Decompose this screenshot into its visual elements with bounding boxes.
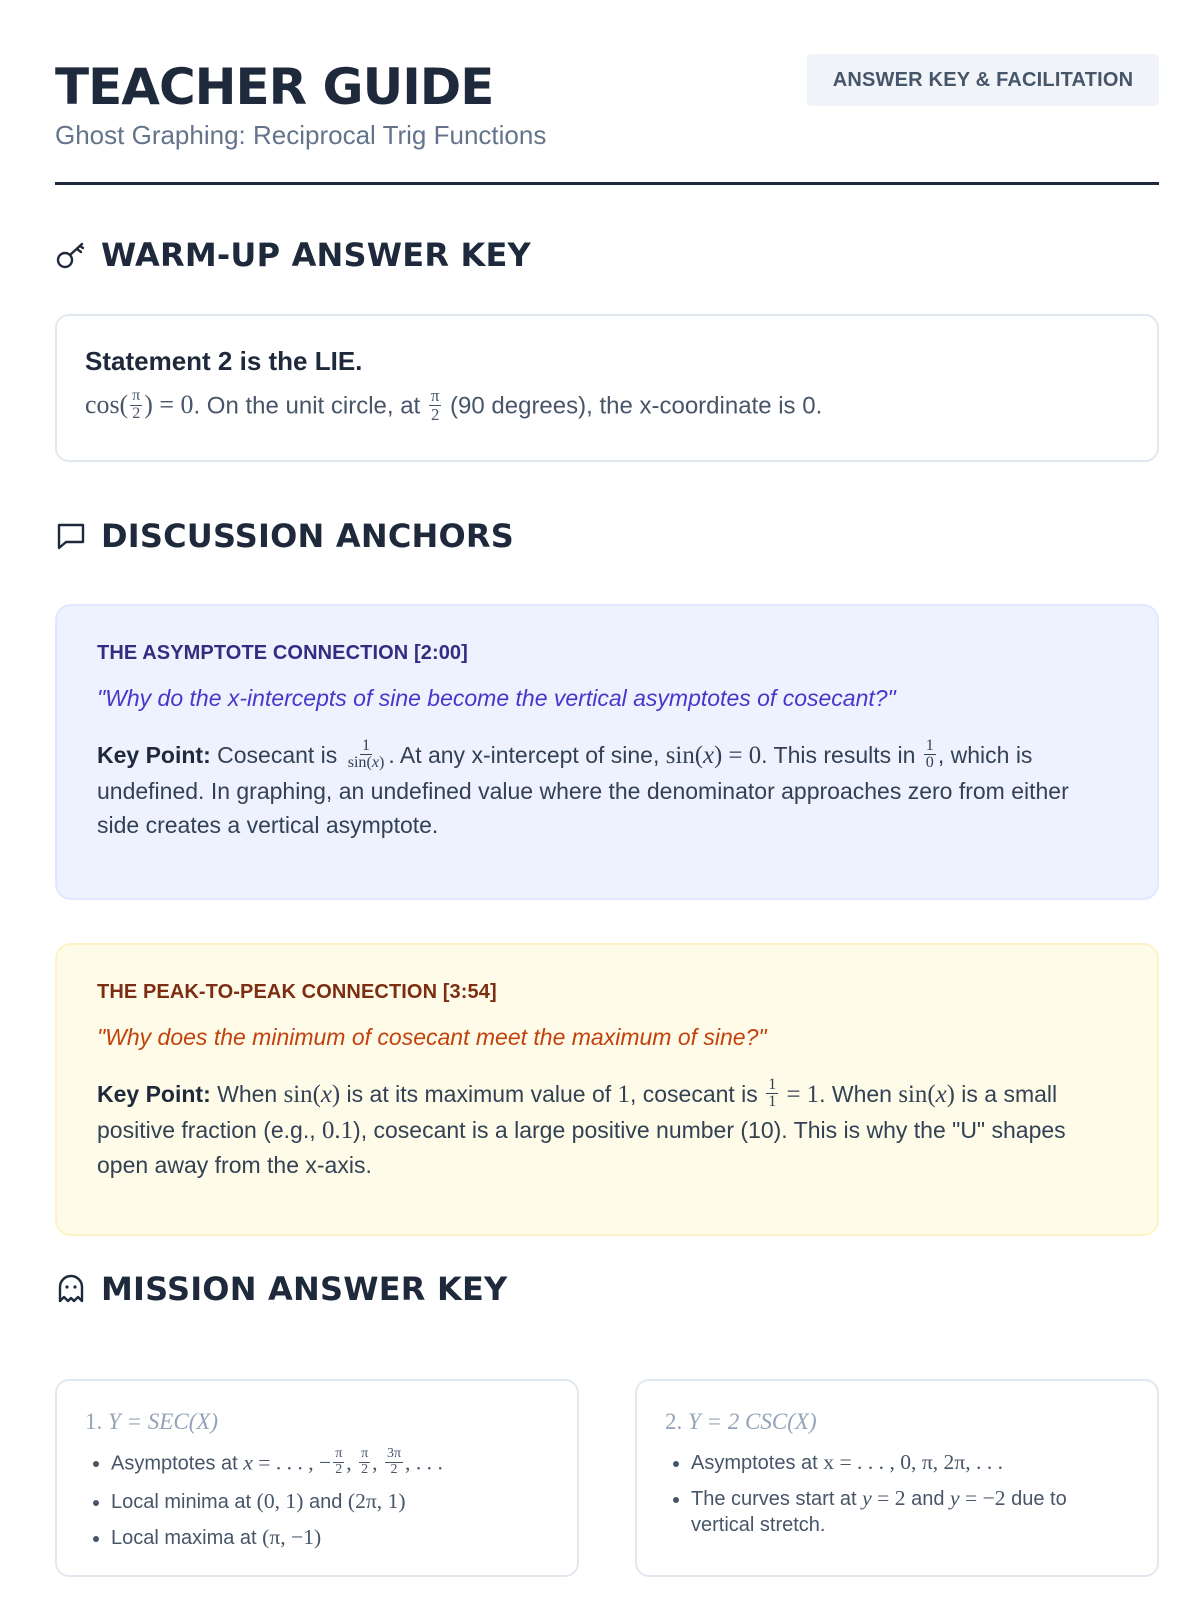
key-icon [55,239,87,271]
answer-key-badge: ANSWER KEY & FACILITATION [807,54,1159,106]
page-subtitle: Ghost Graphing: Reciprocal Trig Functions [55,120,547,150]
anchor-question: "Why does the minimum of cosecant meet the maximum of sine?" [97,1024,767,1050]
mission-bullets [85,1446,549,1551]
discussion-section-header [55,511,514,561]
list-item: • Asymptotes at x = . . . , 0, π, 2π, . . . [691,1449,1129,1476]
anchor-label: THE ASYMPTOTE CONNECTION [2:00] [97,642,468,664]
warmup-section-title: WARM-UP ANSWER KEY [101,236,531,274]
mission-section-header [55,1264,507,1314]
list-item: • Local maxima at (π, −1) [111,1524,549,1551]
list-item: • Local minima at (0, 1) and (2π, 1) [111,1488,549,1515]
mission-function: 1. Y = SEC(X) [85,1409,219,1434]
asymptote-anchor-card [55,604,1159,900]
mission-bullets [665,1449,1129,1538]
anchor-key-point: Key Point: When sin(x) is at its maximum value of 1, cosecant is $\frac{1}{1}$ = 1. When sin(x) is a small positive fraction (e.g., 0.1), cosecant is a large positive number (10). This is why the "U" shapes open away from the x-axis. [97,1075,1066,1179]
warmup-explanation: cos( $\frac{\pi}{2}$ ) = 0. On the unit circle, at $\frac{\pi}{2}$ (90 degrees), the x-coordinate is 0. [85,386,823,424]
mission-card-sec [55,1379,579,1577]
list-item: • Asymptotes at x = . . . , − $\frac{\pi}{2}$ , $\frac{\pi}{2}$ , $\frac{3\pi}{2}$ , . . . [111,1449,549,1479]
warmup-answer-card [55,314,1159,462]
mission-section-title: MISSION ANSWER KEY [101,1270,508,1308]
list-item: • The curves start at y = 2 and y = −2 due to vertical stretch. [691,1485,1129,1538]
warmup-section-header [55,230,531,280]
mission-card-csc [635,1379,1159,1577]
page-title: TEACHER GUIDE [55,58,494,116]
anchor-question: "Why do the x-intercepts of sine become the vertical asymptotes of cosecant?" [97,685,896,711]
warmup-statement: Statement 2 is the LIE. [85,346,363,376]
mission-function: 2. Y = 2 CSC(X) [665,1409,817,1434]
ghost-icon [55,1273,87,1305]
chat-bubble-icon [55,520,87,552]
discussion-section-title: DISCUSSION ANCHORS [101,517,514,555]
anchor-key-point: Key Point: Cosecant is $\frac{1}{\sin(x)}$ . At any x-intercept of sine, sin(x) = 0. This results in $\frac{1}{0}$ , which is undefined. In graphing, an undefined value where the denominator approaches zero from either side creates a vertical asymptote. [97,736,1069,839]
page-header [55,52,1159,185]
peak-anchor-card [55,943,1159,1236]
anchor-label: THE PEAK-TO-PEAK CONNECTION [3:54] [97,981,497,1003]
